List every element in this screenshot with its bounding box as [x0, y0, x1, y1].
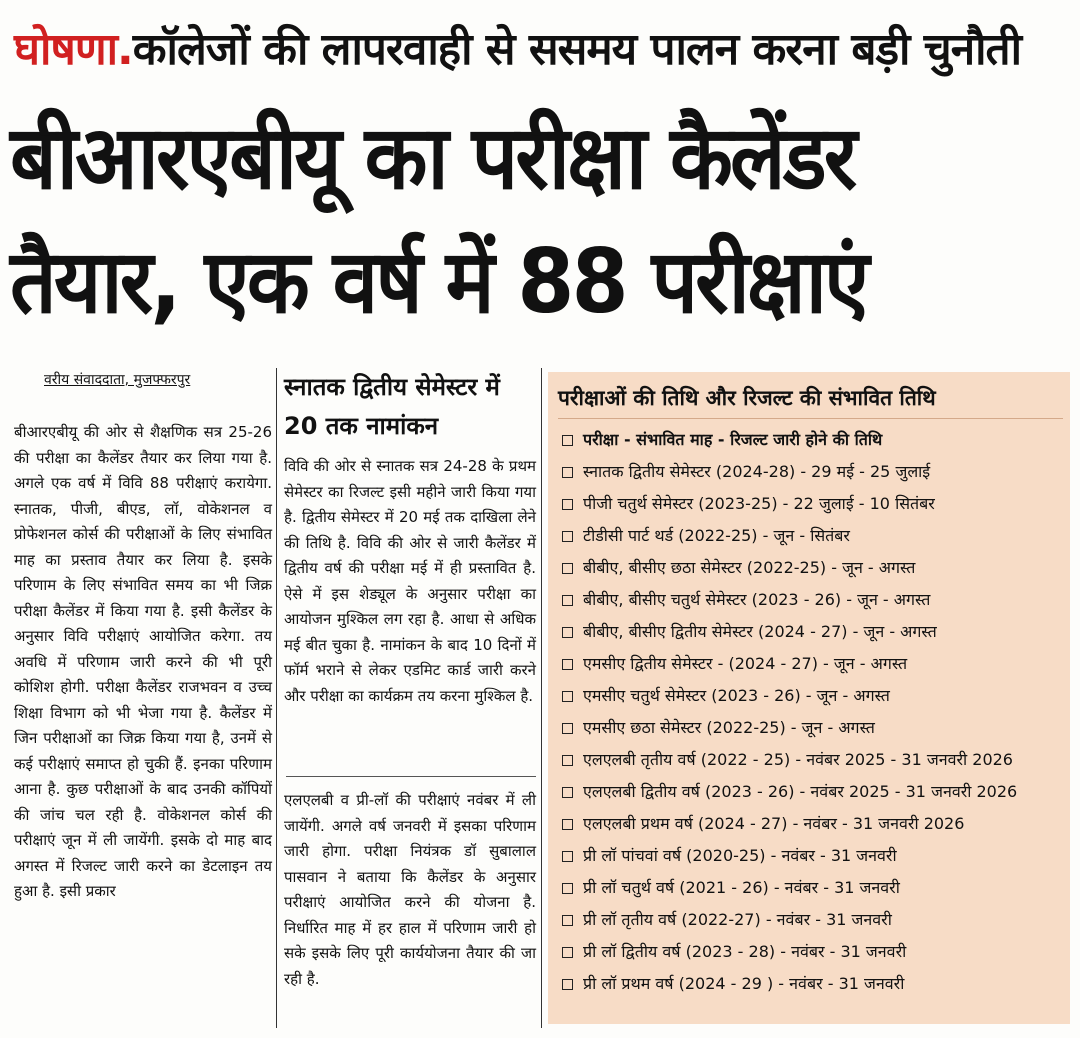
list-item	[562, 648, 1067, 680]
list-item-label: एलएलबी तृतीय वर्ष (2022 - 25) - नवंबर 2025 - 31 जनवरी 2026	[583, 750, 1013, 769]
checkbox-square-icon	[562, 787, 573, 798]
list-item-label: एलएलबी द्वितीय वर्ष (2023 - 26) - नवंबर 2025 - 31 जनवरी 2026	[583, 782, 1018, 801]
list-item-label: टीडीसी पार्ट थर्ड (2022-25) - जून - सितंबर	[583, 526, 850, 545]
list-item-label: बीबीए, बीसीए चतुर्थ सेमेस्टर (2023 - 26) - जून - अगस्त	[583, 590, 931, 609]
checkbox-square-icon	[562, 915, 573, 926]
list-item-label: प्री लॉ पांचवां वर्ष (2020-25) - नवंबर - 31 जनवरी	[583, 846, 897, 865]
checkbox-square-icon	[562, 531, 573, 542]
list-item-label: एमसीए छठा सेमेस्टर (2022-25) - जून - अगस्त	[583, 718, 875, 737]
list-item	[562, 744, 1067, 776]
kicker-line	[14, 16, 1070, 84]
list-item	[562, 456, 1067, 488]
checkbox-square-icon	[562, 595, 573, 606]
list-item	[562, 520, 1067, 552]
list-item-label: एमसीए चतुर्थ सेमेस्टर (2023 - 26) - जून - अगस्त	[583, 686, 890, 705]
column-divider-1	[276, 368, 277, 1028]
checkbox-square-icon	[562, 851, 573, 862]
list-item	[562, 488, 1067, 520]
list-item-label: बीबीए, बीसीए छठा सेमेस्टर (2022-25) - जून - अगस्त	[583, 558, 916, 577]
list-item-label: प्री लॉ प्रथम वर्ष (2024 - 29 ) - नवंबर - 31 जनवरी	[583, 974, 905, 993]
list-item-label: प्री लॉ तृतीय वर्ष (2022-27) - नवंबर - 31 जनवरी	[583, 910, 892, 929]
subheading-semester: स्नातक द्वितीय सेमेस्टर में 20 तक नामांकन	[284, 373, 500, 440]
list-item-label: स्नातक द्वितीय सेमेस्टर (2024-28) - 29 मई - 25 जुलाई	[583, 462, 931, 481]
list-item-label: एमसीए द्वितीय सेमेस्टर - (2024 - 27) - जून - अगस्त	[583, 654, 908, 673]
headline-line-1: बीआरएबीयू का परीक्षा कैलेंडर	[10, 106, 855, 209]
checkbox-square-icon	[562, 979, 573, 990]
list-item-header	[562, 424, 1067, 456]
list-item	[562, 616, 1067, 648]
exam-schedule-list	[562, 424, 1067, 1000]
list-item	[562, 936, 1067, 968]
list-item	[562, 968, 1067, 1000]
list-item	[562, 776, 1067, 808]
list-item	[562, 840, 1067, 872]
checkbox-square-icon	[562, 659, 573, 670]
checkbox-square-icon	[562, 755, 573, 766]
checkbox-square-icon	[562, 883, 573, 894]
list-item-label: प्री लॉ चतुर्थ वर्ष (2021 - 26) - नवंबर - 31 जनवरी	[583, 878, 900, 897]
checkbox-square-icon	[562, 435, 573, 446]
list-item	[562, 680, 1067, 712]
column-divider-2	[541, 368, 542, 1028]
list-item	[562, 904, 1067, 936]
list-item-label: बीबीए, बीसीए द्वितीय सेमेस्टर (2024 - 27) - जून - अगस्त	[583, 622, 937, 641]
article-column-1: बीआरएबीयू की ओर से शैक्षणिक सत्र 25-26 की परीक्षा का कैलेंडर तैयार कर लिया गया है. अगले एक वर्ष में विवि 88 परीक्षाएं करायेगा. स्नातक, पीजी, बीएड, लॉ, वोकेशनल व प्रोफेशनल कोर्स की परीक्षाओं के लिए संभावित माह का प्रस्ताव तैयार कर लिया है. इसके परिणाम के लिए संभावित समय का भी जिक्र परीक्षा कैलेंडर में किया गया है. इसी कैलेंडर के अनुसार विवि परीक्षाएं आयोजित करेगा. तय अवधि में परिणाम जारी करने की भी पूरी कोशिश होगी. परीक्षा कैलेंडर राजभवन व उच्च शिक्षा विभाग को भी भेजा गया है. कैलेंडर में जिन परीक्षाओं का जिक्र किया गया है, उनमें से कई परीक्षाएं समाप्त हो चुकी हैं. इनका परिणाम आना है. कुछ परीक्षाओं के बाद उनकी कॉपियों की जांच चल रही है. वोकेशनल कोर्स की परीक्षाएं जून में ली जायेंगी. इसके दो माह बाद अगस्त में रिजल्ट जारी करने का डेटलाइन तय हुआ है. इसी प्रकार	[14, 423, 272, 900]
exam-schedule-title: परीक्षाओं की तिथि और रिजल्ट की संभावित तिथि	[558, 378, 1063, 419]
list-item-label: पीजी चतुर्थ सेमेस्टर (2023-25) - 22 जुलाई - 10 सितंबर	[583, 494, 935, 513]
checkbox-square-icon	[562, 723, 573, 734]
column-2-separator	[286, 776, 536, 777]
list-item-label: प्री लॉ द्वितीय वर्ष (2023 - 28) - नवंबर - 31 जनवरी	[583, 942, 907, 961]
kicker-tag: घोषणा	[14, 24, 118, 75]
list-item	[562, 872, 1067, 904]
checkbox-square-icon	[562, 627, 573, 638]
list-item	[562, 712, 1067, 744]
kicker-text: कॉलेजों की लापरवाही से ससमय पालन करना बड़ी चुनौती	[132, 24, 1021, 75]
headline-line-2: तैयार, एक वर्ष में 88 परीक्षाएं	[10, 230, 867, 333]
checkbox-square-icon	[562, 819, 573, 830]
kicker-dot: .	[117, 24, 133, 75]
article-column-2-para-1: विवि की ओर से स्नातक सत्र 24-28 के प्रथम सेमेस्टर का रिजल्ट इसी महीने जारी किया गया है. द्वितीय सेमेस्टर में 20 मई तक दाखिला लेने की तिथि है. विवि की ओर से जारी कैलेंडर में द्वितीय वर्ष की परीक्षा मई में ही प्रस्तावित है. ऐसे में इस शेड्यूल के अनुसार परीक्षा का आयोजन मुश्किल लग रहा है. आधा से अधिक मई बीत चुका है. नामांकन के बाद 10 दिनों में फॉर्म भराने से लेकर एडमिट कार्ड जारी करने और परीक्षा का कार्यक्रम तय करना मुश्किल है.	[284, 457, 536, 705]
checkbox-square-icon	[562, 691, 573, 702]
list-item-label: एलएलबी प्रथम वर्ष (2024 - 27) - नवंबर - 31 जनवरी 2026	[583, 814, 965, 833]
list-item	[562, 552, 1067, 584]
checkbox-square-icon	[562, 467, 573, 478]
checkbox-square-icon	[562, 947, 573, 958]
article-column-2-para-2: एलएलबी व प्री-लॉ की परीक्षाएं नवंबर में ली जायेंगी. अगले वर्ष जनवरी में इसका परिणाम जारी होगा. परीक्षा नियंत्रक डॉ सुबालाल पासवान ने बताया कि कैलेंडर के अनुसार परीक्षाएं आयोजित करने की योजना है. निर्धारित माह में हर हाल में परिणाम जारी हो सके इसके लिए पूरी कार्ययोजना तैयार की जा रही है.	[284, 791, 536, 988]
byline: वरीय संवाददाता, मुजफ्फरपुर	[44, 372, 191, 388]
list-item-label: परीक्षा - संभावित माह - रिजल्ट जारी होने की तिथि	[583, 430, 883, 449]
list-item	[562, 808, 1067, 840]
checkbox-square-icon	[562, 499, 573, 510]
checkbox-square-icon	[562, 563, 573, 574]
list-item	[562, 584, 1067, 616]
exam-schedule-box	[548, 372, 1070, 1024]
